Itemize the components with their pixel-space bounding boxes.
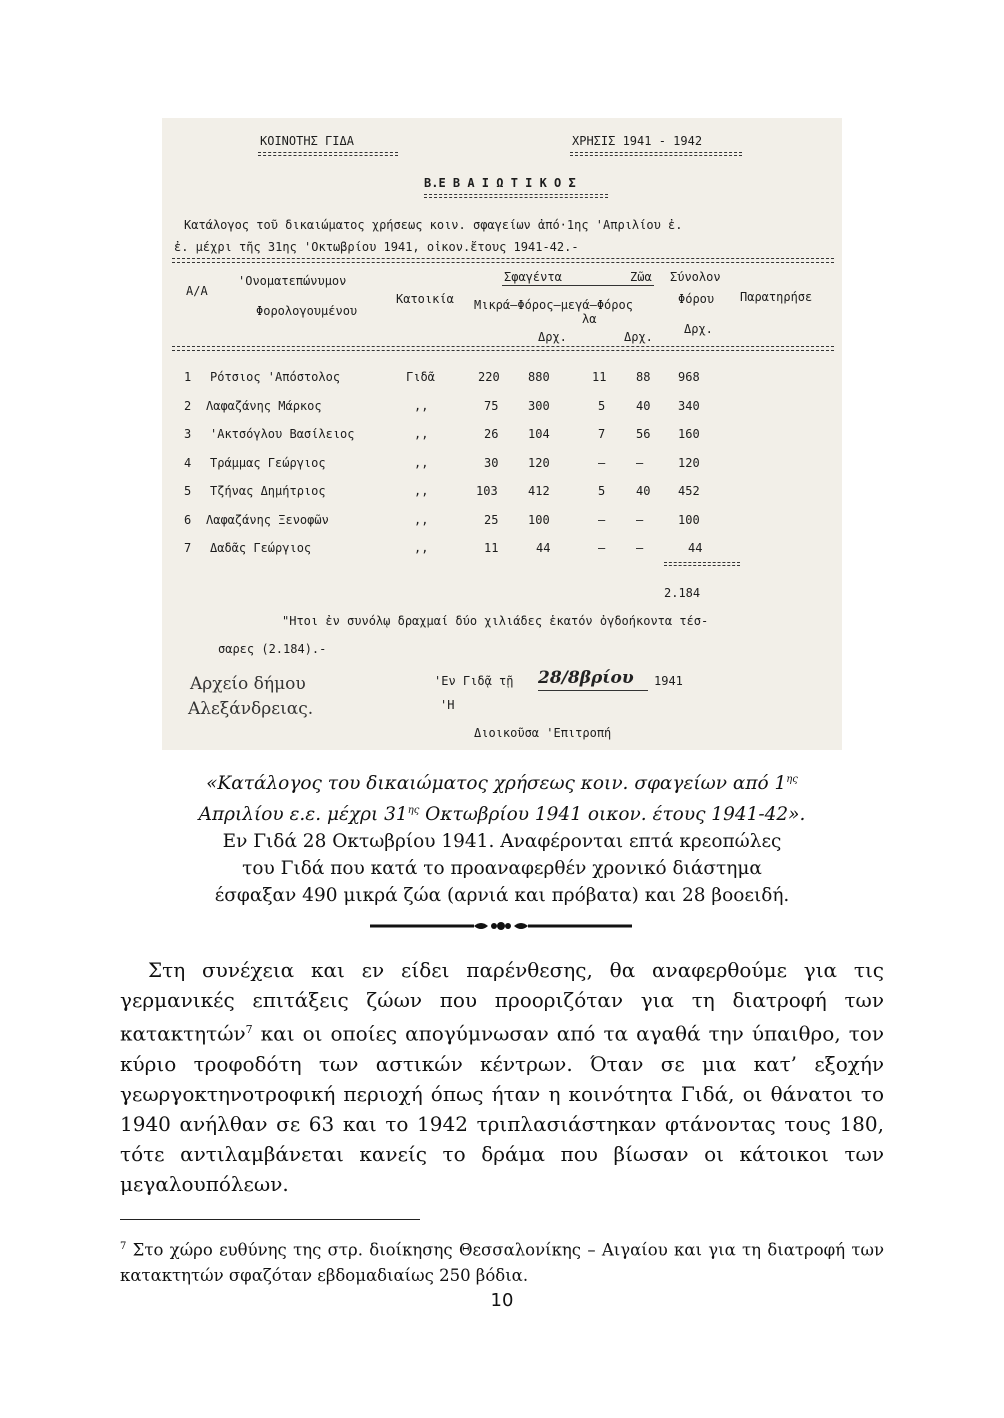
row-foros1: 880 — [528, 370, 550, 384]
row-mikra: 30 — [484, 456, 499, 470]
scan-intro-line2: ἐ. μέχρι τῆς 31ης 'Οκτωβρίου 1941, οἰκον.ἔτους 1941-42.- — [174, 240, 579, 254]
total-rule — [664, 562, 740, 566]
row-synolo: 100 — [678, 513, 700, 527]
row-aa: 2 — [184, 399, 192, 413]
row-mikra: 220 — [478, 370, 500, 384]
row-name: Τζήνας Δημήτριος — [210, 484, 326, 498]
archive-label-line2: Αλεξάνδρειας. — [188, 699, 314, 719]
underline — [502, 285, 654, 286]
row-foros1: 100 — [528, 513, 550, 527]
row-megala: – — [598, 513, 606, 527]
scan-place-date-prefix: 'Εν Γιδᾷ τῇ — [434, 674, 514, 688]
row-megala: 5 — [598, 399, 606, 413]
row-katoikia: Γιδᾶ — [406, 370, 435, 384]
underline — [424, 194, 608, 198]
row-synolo: 452 — [678, 484, 700, 498]
scan-intro-line1: Κατάλογος τοῦ δικαιώματος χρήσεως κοιν. σφαγείων ἀπό·1ης 'Απριλίου ἐ. — [184, 218, 683, 232]
scan-total: 2.184 — [664, 586, 701, 600]
row-synolo: 160 — [678, 427, 700, 441]
row-mikra: 25 — [484, 513, 499, 527]
row-foros2: 40 — [636, 399, 651, 413]
row-aa: 4 — [184, 456, 192, 470]
scan-col-name2: Φορολογουμένου — [256, 304, 358, 318]
row-mikra: 26 — [484, 427, 499, 441]
scan-words-line1: "Ητοι ἐν συνόλῳ δραχμαί δύο χιλιάδες ἑκατόν ὀγδοήκοντα τέσ- — [282, 614, 709, 628]
row-aa: 7 — [184, 541, 192, 555]
caption-line3: Εν Γιδά 28 Οκτωβρίου 1941. Αναφέρονται επτά κρεοπώλες — [222, 831, 782, 853]
footnote — [120, 1234, 884, 1288]
page-number: 10 — [490, 1290, 514, 1311]
row-foros2: – — [636, 541, 644, 555]
row-foros2: – — [636, 513, 644, 527]
row-name: 'Ακτσόγλου Βασίλειος — [210, 427, 355, 441]
scan-handwritten-date: 28/8βρίου — [538, 668, 634, 688]
row-name: Ρότσιος 'Απόστολος — [210, 370, 341, 384]
row-foros1: 120 — [528, 456, 550, 470]
row-mikra: 103 — [476, 484, 498, 498]
row-name: Λαφαζάνης Μάρκος — [206, 399, 322, 413]
row-aa: 1 — [184, 370, 192, 384]
row-foros2: 88 — [636, 370, 651, 384]
table-rule-header — [172, 346, 834, 351]
footnote-rule — [120, 1219, 420, 1220]
row-mikra: 75 — [484, 399, 499, 413]
scan-col-la: λα — [582, 312, 597, 326]
row-katoikia: ,, — [414, 484, 429, 498]
row-megala: 11 — [592, 370, 607, 384]
underline — [258, 152, 398, 156]
underline — [570, 152, 742, 156]
figure-caption — [120, 766, 884, 909]
row-foros2: 56 — [636, 427, 651, 441]
row-aa: 3 — [184, 427, 192, 441]
row-megala: 7 — [598, 427, 606, 441]
scan-col-synolon2: Φόρου — [678, 292, 715, 306]
row-katoikia: ,, — [414, 399, 429, 413]
row-synolo: 968 — [678, 370, 700, 384]
row-foros1: 44 — [536, 541, 551, 555]
scan-col-aa: Α/Α — [186, 284, 208, 298]
row-foros2: – — [636, 456, 644, 470]
footnote-text: Στο χώρο ευθύνης της στρ. διοίκησης Θεσσαλονίκης – Αιγαίου και για τη διατροφή των κατακτητών σφαζόταν εβδομαδιαίως 250 βόδια. — [120, 1240, 884, 1285]
scan-col-mikra-megala: Μικρά–Φόρος–μεγά–Φόρος — [474, 298, 633, 312]
row-katoikia: ,, — [414, 427, 429, 441]
scan-col-name1: 'Ονοματεπώνυμον — [238, 274, 347, 288]
row-katoikia: ,, — [414, 513, 429, 527]
row-foros1: 104 — [528, 427, 550, 441]
row-mikra: 11 — [484, 541, 499, 555]
row-megala: 5 — [598, 484, 606, 498]
scan-col-synolon3: Δρχ. — [684, 322, 713, 336]
row-megala: – — [598, 541, 606, 555]
scan-doc-title: Β.Ε Β Α Ι Ω Τ Ι Κ Ο Σ — [424, 176, 576, 190]
scan-col-paratiriseis: Παρατηρήσε — [740, 290, 813, 304]
caption-line1: «Κατάλογος του δικαιώματος χρήσεως κοιν. σφαγείων από $1^{\eta\varsigma}$ — [206, 773, 798, 795]
row-name: Λαφαζάνης Ξενοφῶν — [206, 513, 329, 527]
archival-document-scan — [162, 118, 842, 750]
footnote-number: 7 — [120, 1241, 127, 1252]
underline — [538, 690, 648, 691]
archive-label-line1: Αρχείο δήμου — [190, 674, 306, 694]
row-aa: 5 — [184, 484, 192, 498]
row-synolo: 120 — [678, 456, 700, 470]
row-katoikia: ,, — [414, 541, 429, 555]
row-katoikia: ,, — [414, 456, 429, 470]
row-foros1: 300 — [528, 399, 550, 413]
row-foros1: 412 — [528, 484, 550, 498]
row-name: Δαδᾶς Γεώργιος — [210, 541, 312, 555]
scan-sign-h: 'Η — [440, 698, 455, 712]
ornament-divider — [370, 919, 632, 933]
scan-col-sfagenta: Σφαγέντα — [504, 270, 562, 284]
scan-place-date-year: 1941 — [654, 674, 683, 688]
caption-line2: Απριλίου ε.ε. μέχρι $31^{\eta\varsigma}$ Οκτωβρίου 1941 οικον. έτους 1941-42». — [198, 804, 806, 826]
scan-col-zoa: Ζῶα — [630, 270, 652, 284]
row-foros2: 40 — [636, 484, 651, 498]
table-rule-top — [172, 258, 834, 263]
scan-words-line2: σαρες (2.184).- — [218, 642, 327, 656]
main-paragraph: Στη συνέχεια και εν είδει παρένθεσης, θα αναφερθούμε για τις γερμανικές επιτάξεις ζώων που προοριζόταν για τη διατροφή των κατακτητών$^7$ και οι οποίες απογύμνωσαν από τα αγαθά την ύπαιθρο, τον κύριο τροφοδότη των αστικών κέντρων. Όταν σε μια κατ’ εξοχήν γεωργοκτηνοτροφική περιοχή όπως ήταν η κοινότητα Γιδά, οι θάνατοι το 1940 ανήλθαν σε 63 και το 1942 τριπλασιάστηκαν φτάνοντας τους 180, τότε αντιλαμβάνεται κανείς το δράμα που βίωσαν οι κάτοικοι των μεγαλουπόλεων. — [120, 958, 884, 1196]
scan-header-right: ΧΡΗΣΙΣ 1941 - 1942 — [572, 134, 703, 148]
scan-col-drx2: Δρχ. — [624, 330, 653, 344]
row-megala: – — [598, 456, 606, 470]
footnote-reference[interactable]: 7 — [245, 1023, 253, 1036]
scan-sign-committee: Διοικοῦσα 'Επιτροπή — [474, 726, 612, 740]
scan-col-synolon1: Σύνολον — [670, 270, 721, 284]
scan-header-left: ΚΟΙΝΟΤΗΣ ΓΙΔΑ — [260, 134, 354, 148]
caption-line5: έσφαξαν 490 μικρά ζώα (αρνιά και πρόβατα) και 28 βοοειδή. — [214, 885, 790, 907]
caption-line4: του Γιδά που κατά το προαναφερθέν χρονικό διάστημα — [242, 858, 762, 880]
row-name: Τράμμας Γεώργιος — [210, 456, 326, 470]
row-aa: 6 — [184, 513, 192, 527]
row-synolo: 44 — [688, 541, 703, 555]
scan-col-drx1: Δρχ. — [538, 330, 567, 344]
row-synolo: 340 — [678, 399, 700, 413]
scan-col-katoikia: Κατοικία — [396, 292, 454, 306]
